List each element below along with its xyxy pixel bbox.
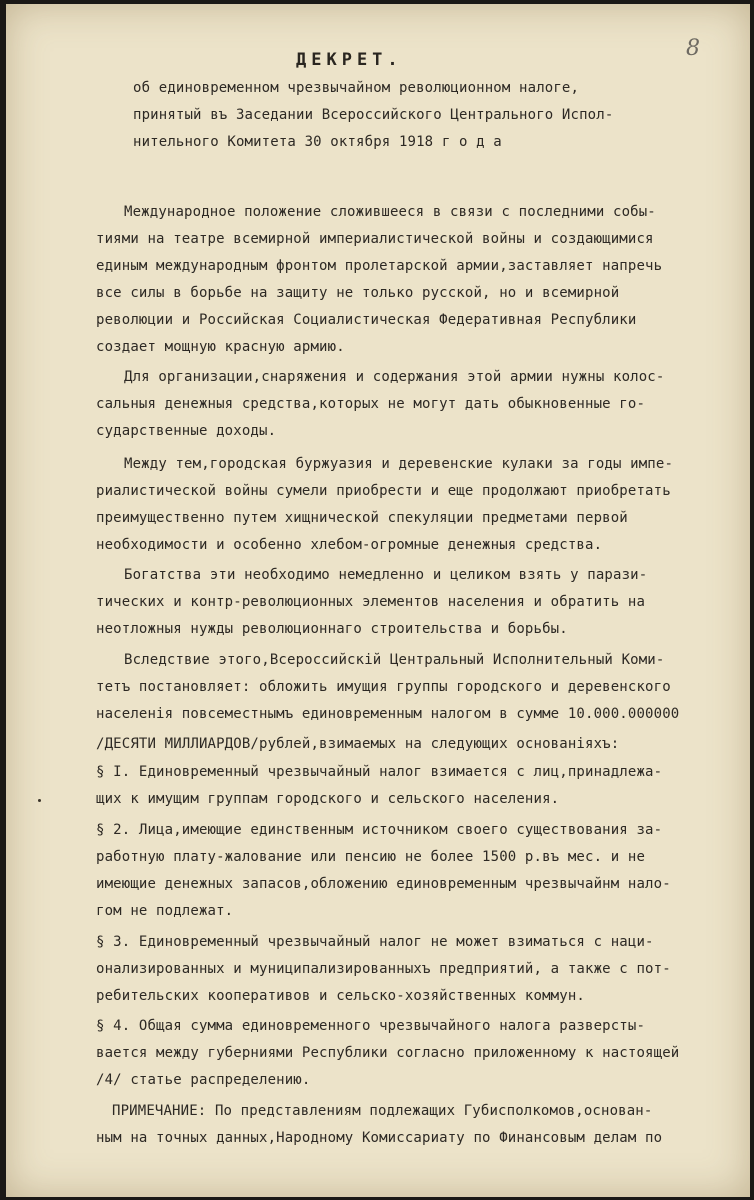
body-line: Вследствие этого,Всероссийскiй Центральный Исполнительный Коми- — [124, 652, 665, 668]
decree-title: ДЕКРЕТ. — [296, 50, 403, 70]
body-line: преимущественно путем хищнической спекуляции предметами первой — [96, 510, 628, 526]
body-line: тетъ постановляет: обложить имущия группы городского и деревенского — [96, 679, 671, 695]
body-line: тиями на театре всемирной империалистической войны и создающимися — [96, 231, 654, 247]
ink-speck — [38, 799, 41, 802]
subtitle-line: нительного Комитета 30 октября 1918 г о д а — [133, 134, 502, 150]
body-line: вается между губерниями Республики согласно приложенному к настоящей — [96, 1045, 680, 1061]
body-line: Для организации,снаряжения и содержания этой армии нужны колос- — [124, 369, 665, 385]
body-line: Между тем,городская буржуазия и деревенские кулаки за годы импе- — [124, 456, 674, 472]
body-line: /4/ статье распределению. — [96, 1072, 311, 1088]
body-line: тических и контр-революционных элементов населения и обратить на — [96, 594, 646, 610]
body-line: Международное положение сложившееся в связи с последними собы- — [124, 204, 656, 220]
body-line: революции и Российская Социалистическая Федеративная Республики — [96, 312, 637, 328]
body-line: § 2. Лица,имеющие единственным источником своего существования за- — [96, 822, 663, 838]
body-line: § 3. Единовременный чрезвычайный налог не может взиматься с наци- — [96, 934, 654, 950]
body-line: /ДЕСЯТИ МИЛЛИАРДОВ/рублей,взимаемых на следующих основанiяхъ: — [96, 736, 620, 752]
subtitle-line: об единовременном чрезвычайном революционном налоге, — [133, 80, 580, 96]
body-line: щих к имущим группам городского и сельского населения. — [96, 791, 560, 807]
body-line: гом не подлежат. — [96, 903, 234, 919]
body-line: ребительских кооперативов и сельско-хозяйственных коммун. — [96, 988, 585, 1004]
body-line: создает мощную красную армию. — [96, 339, 345, 355]
body-line: ПРИМЕЧАНИЕ: По представлениям подлежащих Губисполкомов,основан- — [112, 1103, 653, 1119]
body-line: ным на точных данных,Народному Комиссариату по Финансовым делам по — [96, 1130, 663, 1146]
body-line: Богатства эти необходимо немедленно и целиком взять у парази- — [124, 567, 648, 583]
body-line: работную плату-жалование или пенсию не более 1500 р.въ мес. и не — [96, 849, 646, 865]
body-line: риалистической войны сумели приобрести и еще продолжают приобретать — [96, 483, 671, 499]
body-line: онализированных и муниципализированныхъ предприятий, а также с пот- — [96, 961, 671, 977]
body-line: сальныя денежныя средства,которых не могут дать обыкновенные го- — [96, 396, 646, 412]
body-line: неотложныя нужды революционнаго строительства и борьбы. — [96, 621, 568, 637]
document-page — [6, 4, 750, 1197]
body-line: необходимости и особенно хлебом-огромные денежныя средства. — [96, 537, 603, 553]
subtitle-line: принятый въ Заседании Всероссийского Центрального Испол- — [133, 107, 614, 123]
body-line: § I. Единовременный чрезвычайный налог взимается с лиц,принадлежа- — [96, 764, 663, 780]
page-number-mark: 8 — [686, 36, 700, 61]
body-line: населенiя повсеместнымъ единовременным налогом в сумме 10.000.000000 — [96, 706, 680, 722]
body-line: имеющие денежных запасов,обложению единовременным чрезвычайнм нало- — [96, 876, 671, 892]
body-line: все силы в борьбе на защиту не только русской, но и всемирной — [96, 285, 620, 301]
body-line: единым международным фронтом пролетарской армии,заставляет напречь — [96, 258, 663, 274]
body-line: § 4. Общая сумма единовременного чрезвычайного налога разверсты- — [96, 1018, 646, 1034]
body-line: сударственные доходы. — [96, 423, 277, 439]
